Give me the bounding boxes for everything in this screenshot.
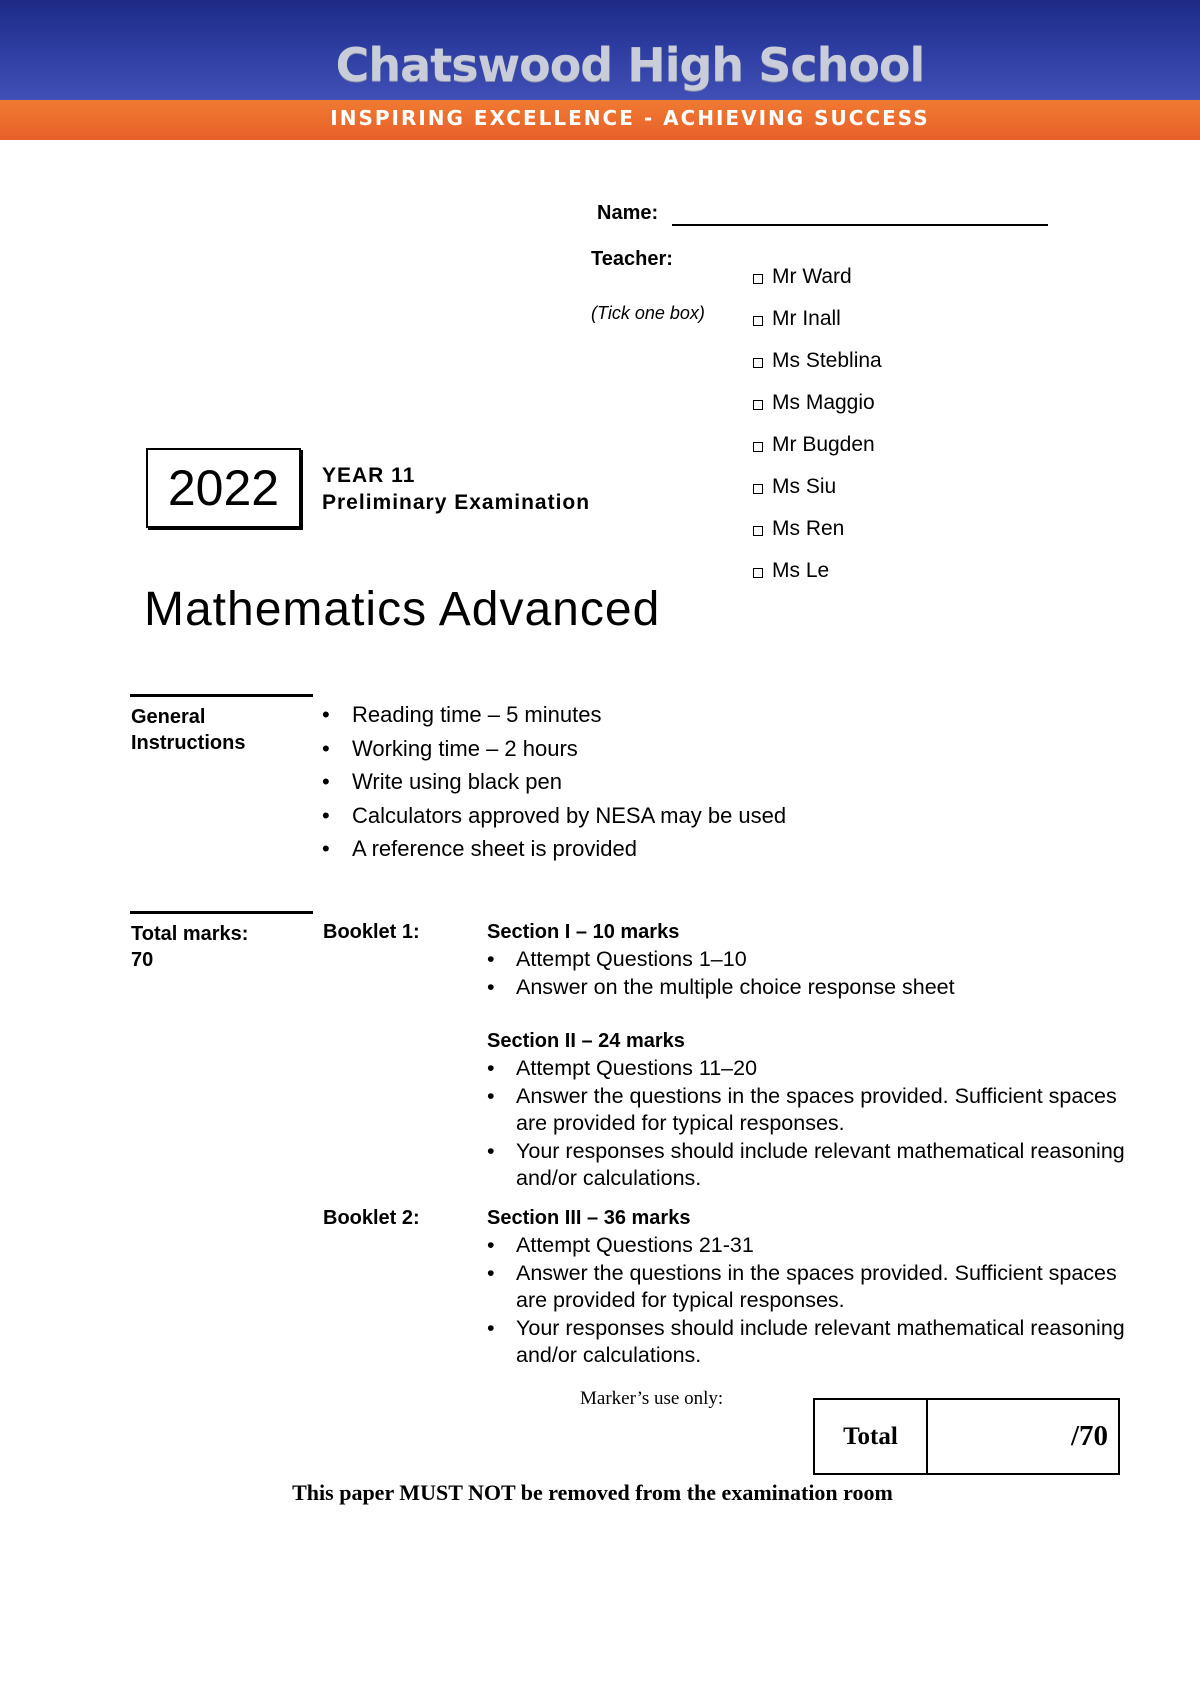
teacher-option[interactable] [753, 550, 882, 592]
teacher-name: Mr Ward [772, 265, 852, 288]
teacher-name: Ms Le [772, 559, 830, 582]
checkbox-icon[interactable] [753, 442, 763, 452]
section-2-list [487, 1055, 1127, 1193]
year-label: YEAR 11 [322, 464, 416, 487]
school-name: Chatswood High School [335, 38, 925, 92]
general-instructions-label-line: General [131, 706, 206, 728]
teacher-option[interactable] [753, 298, 882, 340]
checkbox-icon[interactable] [753, 358, 763, 368]
teacher-option[interactable] [753, 466, 882, 508]
checkbox-icon[interactable] [753, 568, 763, 578]
year-box: 2022 [146, 448, 301, 528]
school-banner [0, 0, 1200, 140]
section-item: • Answer on the multiple choice response sheet [487, 974, 1127, 1002]
marker-total-label: Total [815, 1400, 928, 1473]
instruction-item: • Calculators approved by NESA may be used [322, 803, 786, 837]
section-divider [130, 694, 313, 697]
teacher-option[interactable] [753, 508, 882, 550]
section-3-title: Section III – 36 marks [487, 1207, 691, 1229]
section-item: • Attempt Questions 1–10 [487, 946, 1127, 974]
section-1-list [487, 946, 1127, 1001]
name-field-line[interactable] [672, 224, 1048, 226]
teacher-label: Teacher: [591, 248, 673, 270]
marker-total-table [813, 1398, 1120, 1475]
tick-note: (Tick one box) [591, 303, 705, 323]
marker-use-note: Marker’s use only: [580, 1388, 724, 1409]
total-marks-value: 70 [131, 949, 154, 971]
teacher-option[interactable] [753, 382, 882, 424]
general-instructions-label-line: Instructions [131, 732, 246, 754]
checkbox-icon[interactable] [753, 526, 763, 536]
subject-title: Mathematics Advanced [144, 583, 661, 636]
section-2-title: Section II – 24 marks [487, 1030, 685, 1052]
booklet-1-label: Booklet 1: [323, 921, 420, 943]
general-instructions-label [131, 704, 311, 756]
section-item: • Answer the questions in the spaces provided. Sufficient spaces are provided for typical responses. [487, 1083, 1127, 1138]
teacher-name: Mr Bugden [772, 433, 875, 456]
section-item: • Your responses should include relevant mathematical reasoning and/or calculations. [487, 1315, 1127, 1370]
total-marks-label [131, 921, 248, 973]
checkbox-icon[interactable] [753, 316, 763, 326]
general-instructions-list [322, 702, 786, 870]
instruction-item: • A reference sheet is provided [322, 836, 786, 870]
total-marks-text: Total marks: [131, 923, 249, 945]
section-1-title: Section I – 10 marks [487, 921, 680, 943]
checkbox-icon[interactable] [753, 484, 763, 494]
school-motto: INSPIRING EXCELLENCE - ACHIEVING SUCCESS [330, 106, 930, 130]
booklet-2-label: Booklet 2: [323, 1207, 420, 1229]
footer-warning: This paper MUST NOT be removed from the examination room [292, 1480, 893, 1505]
teacher-option[interactable] [753, 340, 882, 382]
teacher-name: Ms Siu [772, 475, 837, 498]
section-item: • Attempt Questions 21-31 [487, 1232, 1127, 1260]
teacher-name: Ms Steblina [772, 349, 882, 372]
instruction-item: • Working time – 2 hours [322, 736, 786, 770]
teacher-checkbox-list [753, 256, 882, 592]
checkbox-icon[interactable] [753, 400, 763, 410]
instruction-item: • Write using black pen [322, 769, 786, 803]
section-item: • Your responses should include relevant mathematical reasoning and/or calculations. [487, 1138, 1127, 1193]
section-3-list [487, 1232, 1127, 1370]
teacher-name: Ms Ren [772, 517, 845, 540]
section-divider [130, 911, 313, 914]
section-item: • Attempt Questions 11–20 [487, 1055, 1127, 1083]
name-label: Name: [597, 202, 659, 224]
section-item: • Answer the questions in the spaces provided. Sufficient spaces are provided for typical responses. [487, 1260, 1127, 1315]
teacher-option[interactable] [753, 256, 882, 298]
instruction-item: • Reading time – 5 minutes [322, 702, 786, 736]
checkbox-icon[interactable] [753, 274, 763, 284]
marker-total-value[interactable]: /70 [1070, 1420, 1108, 1452]
exam-label: Preliminary Examination [322, 491, 591, 514]
teacher-name: Ms Maggio [772, 391, 875, 414]
teacher-name: Mr Inall [772, 307, 841, 330]
teacher-option[interactable] [753, 424, 882, 466]
